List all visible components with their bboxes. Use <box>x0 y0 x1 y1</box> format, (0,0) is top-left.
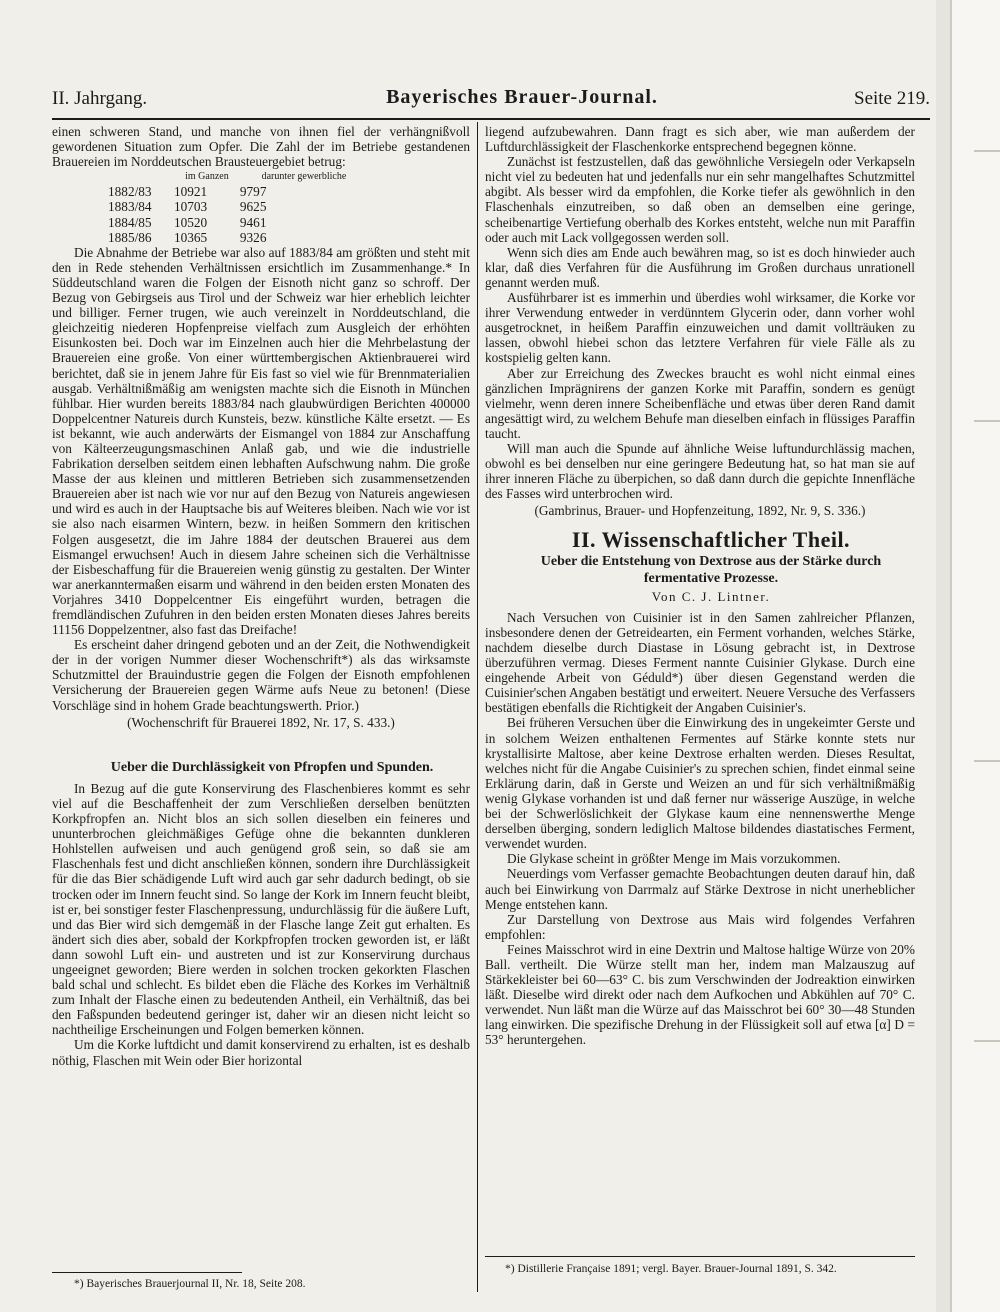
brewery-count-table <box>108 169 368 244</box>
left-footnote <box>74 1277 464 1291</box>
volume-label: II. Jahrgang. <box>52 88 148 109</box>
year-cell: 1885/86 <box>108 229 152 245</box>
paragraph: In Bezug auf die gute Konservirung des Flaschenbieres kommt es sehr viel auf die Beschaffenheit der zum Verschließen derselben benützten Korkpfropfen an. Nicht blos an sich sollen dieselben ein feineres und ununterbrochen gleichmäßiges Gefüge ohne die bekannten dunkleren Hohlstellen aufweisen und auch genügend groß sein, so daß sie am Flaschenhals fest und dicht anschließen können, sondern ihre Durchlässigkeit für die das Bier schädigende Luft wird auch gar sehr dadurch bedingt, ob sie trocken oder im Innern feucht sind. So lange der Kork im Innern feucht bleibt, ist er, bei sonstiger fester Flaschenpressung, undurchlässig für die äußere Luft, und das Bier wird sich demgemäß in der Flasche lange Zeit gut erhalten. Es ändert sich dies aber, sobald der Korkpfropfen trocken geworden ist, er läßt dann sowohl Luft ein- und austreten und ist zur Konservirung durchaus ungeeignet geworden; Biere werden in solchen trocken gekorkten Flaschen bald schal und schlecht. Es bildet eben die Fläche des Korkes im Verhältniß zum Inhalt der Flasche einen zu bedeutenden Antheil, ein Verhältniß, das bei den Faßspunden bedeutend geringer ist, daher wir an diesen nicht leicht so nachtheilige Erscheinungen und Folgen bemerken können. <box>52 780 470 1038</box>
paragraph: Bei früheren Versuchen über die Einwirkung des in ungekeimter Gerste und in solchem Weizen enthaltenen Fermentes auf Stärke konnte stets nur krystallisirte Maltose, aber keine Dextrose erhalten werden. Dieses Resultat, welches nicht für die Angabe Cuisinier's zu sprechen schien, findet einmal seine Erklärung darin, daß in Gerste und Weizen an und für sich verhältnißmäßig wenig Glykase vorhanden ist und daß ferner nur wässerige Auszüge, in welche bei der Schwerlöslichkeit der Glykase kaum eine nennenswerthe Menge derselben überging, sondern lediglich Maltose bildendes diastatisches Ferment, verwendet wurden. <box>485 715 915 852</box>
adjacent-page-margin <box>950 0 1000 1312</box>
paragraph: Neuerdings vom Verfasser gemachte Beobachtungen deuten darauf hin, daß auch bei Einwirkung von Darrmalz auf Stärke Dextrose in nicht unerheblicher Menge entstehen kann. <box>485 866 915 912</box>
total-cell: 10703 <box>173 199 208 215</box>
header-rule <box>52 118 930 120</box>
total-cell: 10365 <box>173 229 208 245</box>
right-footnote <box>485 1262 915 1276</box>
total-cell: 10520 <box>173 214 208 230</box>
commercial-cell: 9625 <box>239 199 267 215</box>
commercial-cell: 9326 <box>239 229 267 245</box>
paragraph: Zunächst ist festzustellen, daß das gewöhnliche Versiegeln oder Verkapseln nicht viel zu bedeuten hat und jedenfalls nur ein sehr mangelhaftes Schutzmittel abgibt. Als besser wird da empfohlen, die Korke tiefer als gewöhnlich in den Flaschenhals einzutreiben, so daß oben an demselben eine geringe, scheibenartige Vertiefung oberhalb des Korkes entsteht, welche nun mit Paraffin oder auch mit Lack vollgegossen werden soll. <box>485 154 915 245</box>
paragraph: Nach Versuchen von Cuisinier ist in den Samen zahlreicher Pflanzen, insbesondere denen der Getreidearten, ein Ferment vorhanden, welches Stärke, nachdem dieselbe durch Diastase in Lösung gebracht ist, in Dextrose überzuführen vermag. Dieses Ferment nannte Cuisinier Glykase. Durch eine eingehende Arbeit von Géduld*) über diesen Gegenstand werden die Cuisinier'schen Angaben bestätigt und erweitert. Neuere Versuche des Verfassers bestätigen ebenfalls die Richtigkeit der Angaben Cuisinier's. <box>485 609 915 716</box>
paragraph: Wenn sich dies am Ende auch bewähren mag, so ist es doch hinwieder auch klar, daß dies Verfahren für die Ausführung im Großen durchaus unrationell genannt werden muß. <box>485 244 915 290</box>
column-divider <box>477 122 478 1292</box>
page-number: Seite 219. <box>854 88 930 109</box>
paragraph: Aber zur Erreichung des Zweckes braucht es wohl nicht einmal eines gänzlichen Imprägnirens der ganzen Korke mit Paraffin, sondern es genügt vielmehr, wenn deren innere Scheibenfläche und etwas über deren Rand damit angesättigt wird, zu welchem Behufe man dieselben einfach in flüssiges Paraffin taucht. <box>485 365 915 441</box>
source-citation: (Wochenschrift für Brauerei 1892, Nr. 17, S. 433.) <box>127 714 395 730</box>
commercial-cell: 9797 <box>239 184 267 200</box>
paragraph: Ausführbarer ist es immerhin und überdies wohl wirksamer, die Korke vor ihrer Verwendung entweder in verdünntem Glycerin oder, dann vorher wohl ausgetrocknet, in heißem Paraffin einzuweichen und damit vollträuken zu lassen, obwohl hiebei schon das letztere Verfahren für viele Fälle als zu kostspielig gelten kann. <box>485 290 915 366</box>
left-column <box>52 124 470 1068</box>
table-row <box>108 199 368 214</box>
journal-title: Bayerisches Brauer-Journal. <box>386 86 658 108</box>
table-corner <box>108 169 174 184</box>
footnote-text: *) Distillerie Française 1891; vergl. Bayer. Brauer-Journal 1891, S. 342. <box>505 1263 837 1275</box>
commercial-cell: 9461 <box>239 214 267 230</box>
right-column <box>485 124 915 1048</box>
adjacent-page-edge <box>936 0 1000 1312</box>
paragraph: Die Glykase scheint in größter Menge im Mais vorzukommen. <box>507 851 841 867</box>
source-citation: (Gambrinus, Brauer- und Hopfenzeitung, 1892, Nr. 9, S. 336.) <box>534 503 866 519</box>
year-cell: 1884/85 <box>108 214 152 230</box>
total-cell: 10921 <box>173 184 208 200</box>
paragraph: Es erscheint daher dringend geboten und an der Zeit, die Nothwendigkeit der in der vorigen Nummer dieser Wochenschrift*) als das wirksamste Schutzmittel der Brauindustrie gegen die Folgen der Eisnoth empfohlenen Versicherung der Brauereien gegen Wärme aufs Neue zu betonen! (Diese Vorschläge sind in hohem Grade beachtungswerth. Prior.) <box>52 637 470 713</box>
article-title-line-2: fermentative Prozesse. <box>643 570 779 586</box>
paragraph: Will man auch die Spunde auf ähnliche Weise luftundurchlässig machen, obwohl es bei denselben nur eine geringere Bedeutung hat, so hat man sie auf ihrer inneren Fläche zu überpichen, so daß dann durch die gepichte Innenfläche des Fasses wird unterbrochen wird. <box>485 440 915 502</box>
column-header-total: im Ganzen <box>185 171 229 183</box>
column-header-commercial: darunter gewerbliche <box>261 171 347 183</box>
article-title: Ueber die Durchlässigkeit von Pfropfen und Spunden. <box>110 759 434 775</box>
section-title: II. Wissenschaftlicher Theil. <box>571 527 851 553</box>
article-title-line-1: Ueber die Entstehung von Dextrose aus der Stärke durch <box>540 553 882 569</box>
paragraph: Zur Darstellung von Dextrose aus Mais wird folgendes Verfahren empfohlen: <box>485 911 915 942</box>
footnote-rule <box>485 1256 915 1257</box>
paragraph: einen schweren Stand, und manche von ihnen fiel der verhängnißvoll gewordenen Situation zum Opfer. Die Zahl der im Betriebe gestandenen Brauereien im Norddeutschen Brausteuergebiet betrug: <box>52 124 470 170</box>
page-header <box>52 86 930 116</box>
table-row <box>108 184 368 199</box>
footnote-rule <box>52 1272 242 1273</box>
paragraph: Um die Korke luftdicht und damit konservirend zu erhalten, ist es deshalb nöthig, Flaschen mit Wein oder Bier horizontal <box>52 1037 470 1068</box>
year-cell: 1883/84 <box>108 199 152 215</box>
paragraph: Die Abnahme der Betriebe war also auf 1883/84 am größten und steht mit den in Rede stehenden Verhältnissen ersichtlich im Zusammenhange.* In Süddeutschland waren die Folgen der Eisnoth nicht ganz so schroff. Der Bezug von Gebirgseis aus Tirol und der Schweiz war hier erheblich leichter und billiger. Ferner trugen, wie auch vereinzelt in Norddeutschland, die gleichzeitig niederen Hopfenpreise vielfach zum Ausgleich der erhöhten Eisunkosten bei. Doch war im Einzelnen auch hier die Mehrbelastung der Brauereien eine große. Von einer württembergischen Aktienbrauerei wird berichtet, daß sie in jenem Jahre für Eis fast so viel wie für Brennmaterialien ausgab. Verhältnißmäßig am wenigsten machte sich die Eisnoth in München fühlbar. Hier wurden bereits 1883/84 nach glaubwürdigen Berichten 400000 Doppelcentner Natureis durch Kunsteis, bezw. künstliche Kälte ersetzt. — Es ist bekannt, wie auch anderwärts der Eismangel von 1884 zur Anschaffung von Kälteerzeugungsmaschinen Anlaß gab, und wie die industrielle Fabrikation derselben seitdem einen lebhaften Aufschwung nahm. Die große Masse der aus kleinen und mittleren Betrieben sich zusammensetzenden Brauereien aber ist nach wie vor nur auf den Bezug von Natureis angewiesen und wird es auch in der Hauptsache bis auf Weiteres bleiben. Nach wie vor ist sie also nach eisarmen Wintern, bezw. in heißen Sommern den kritischen Folgen ausgesetzt, die im Jahre 1884 der deutschen Brauerei aus dem Eismangel erwuchsen! Auch in diesem Jahre scheinen sich die Verhältnisse der Eisbeschaffung für die Brauereien wenig günstig zu gestalten. Der Winter war anerkanntermaßen eisarm und während in den beiden ersten Monaten des Vorjahres 3410 Doppelcentner Eis eingeführt wurden, betragen die fremdländischen Zufuhren in den beiden ersten Monaten dieses Jahres bereits 11156 Doppelzentner, also fast das Dreifache! <box>52 244 470 638</box>
paragraph: Feines Maisschrot wird in eine Dextrin und Maltose haltige Würze von 20% Ball. vertheilt. Die Würze stellt man her, indem man Malzauszug auf Stärkekleister bei 60—63° C. bis zum Verschwinden der Jodreaktion einwirken läßt. Dieselbe wird direkt oder nach dem Aufkochen und Abkühlen auf 70° C. verwendet. Nun läßt man die Würze auf das Maisschrot bei 60° 30—48 Stunden lang einwirken. Die spezifische Drehung in der Flüssigkeit soll auf etwa [α] D = 53° heruntergehen. <box>485 941 915 1048</box>
paragraph: liegend aufzubewahren. Dann fragt es sich aber, wie man außerdem der Luftdurchlässigkeit der Flaschenkorke entsprechend begegnen könne. <box>485 124 915 155</box>
footnote-text: *) Bayerisches Brauerjournal II, Nr. 18, Seite 208. <box>74 1278 306 1290</box>
author-line: Von C. J. Lintner. <box>651 588 771 604</box>
table-row <box>108 230 368 245</box>
table-row <box>108 215 368 230</box>
year-cell: 1882/83 <box>108 184 152 200</box>
